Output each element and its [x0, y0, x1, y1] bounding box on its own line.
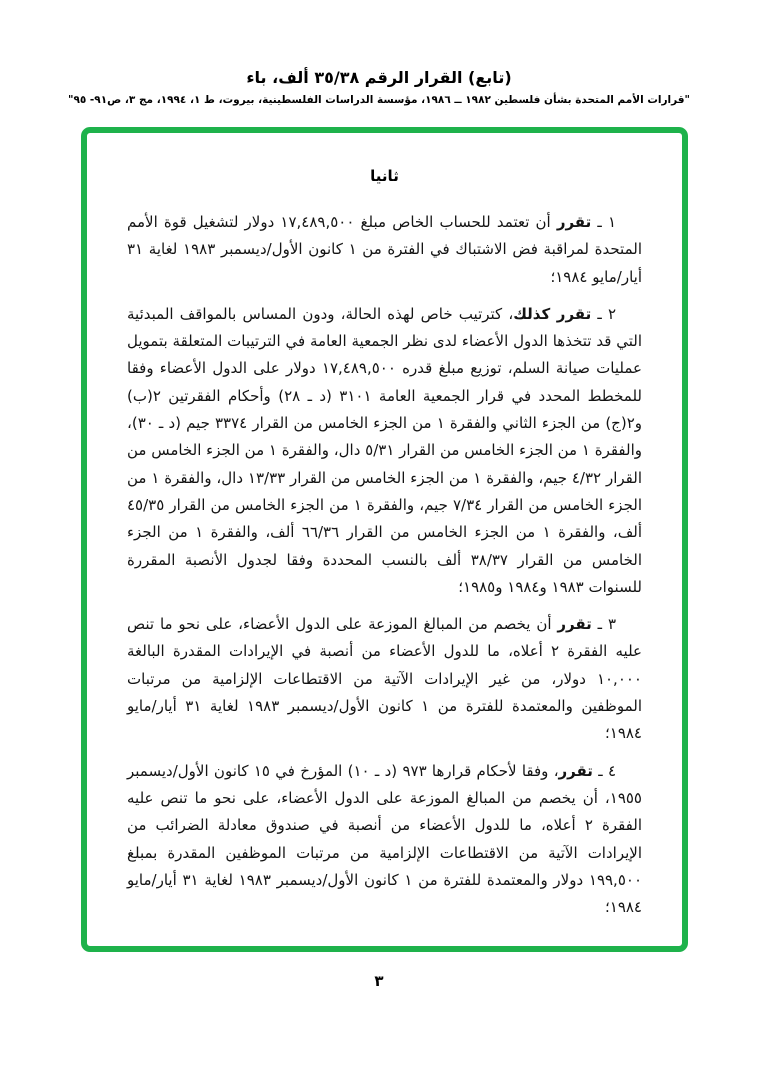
paragraph-4-number: ٤ ـ — [592, 761, 616, 780]
paragraph-3-text: أن يخصم من المبالغ الموزعة على الدول الأعضاء، على نحو ما تنص عليه الفقرة ٢ أعلاه، ما للدول الأعضاء من أنصبة في الإيرادات المقدرة البالغة ١٠,٠٠٠ دولار، من غير الإيرادات الآتية من الاقتطاعات الإلزامية من مرتبات الموظفين والمعتمدة للفترة من ١ كانون الأول/ديسمبر ١٩٨٣ لغاية ٣١ أيار/مايو ١٩٨٤؛ — [127, 615, 643, 743]
paragraph-2 — [127, 301, 642, 601]
decision-frame — [81, 127, 688, 952]
paragraph-3-lead: تقرر — [557, 615, 592, 634]
paragraph-1 — [127, 209, 642, 291]
paragraph-1-lead: تقرر — [556, 213, 592, 231]
paragraph-1-text: أن تعتمد للحساب الخاص مبلغ ١٧,٤٨٩,٥٠٠ دولار لتشغيل قوة الأمم المتحدة لمراقبة فض الاشتباك في الفترة من ١ كانون الأول/ديسمبر ١٩٨٣ لغاية ٣١ أيار/مايو ١٩٨٤؛ — [127, 213, 642, 286]
resolution-title: (تابع) القرار الرقم ٣٥/٣٨ ألف، باء — [246, 68, 512, 87]
source-citation: "قرارات الأمم المتحدة بشأن فلسطين ١٩٨٢ ــ ١٩٨٦، مؤسسة الدراسات الفلسطينية، بيروت، ط ١، ١٩٩٤، مج ٣، ص٩١- ٩٥" — [67, 94, 691, 106]
section-heading: ثانيا — [370, 167, 399, 185]
paragraph-3 — [127, 611, 642, 747]
paragraph-1-number: ١ ـ — [591, 213, 616, 231]
paragraph-2-number: ٢ ـ — [591, 304, 617, 323]
paragraph-2-text: ، كترتيب خاص لهذه الحالة، ودون المساس بالمواقف المبدئية التي قد تتخذها الدول الأعضاء لدى نظر الجمعية العامة في الترتيبات المتعلقة بتمويل عمليات صيانة السلم، توزيع مبلغ قدره ١٧,٤٨٩,٥٠٠ دولار على الدول الأعضاء وفقا للمخطط المحدد في قرار الجمعية العامة ٣١٠١ (د ـ ٢٨) وأحكام الفقرتين ٢(ب) و٢(ج) من الجزء الثاني والفقرة ١ من الجزء الخامس من القرار ٣٣٧٤ جيم (د ـ ٣٠)، والفقرة ١ من الجزء الخامس من القرار ٥/٣١ دال، والفقرة ١ من الجزء الخامس من القرار ٤/٣٢ جيم، والفقرة ١ من الجزء الخامس من القرار ١٣/٣٣ دال، والفقرة ١ من الجزء الخامس من القرار ٧/٣٤ جيم، والفقرة ١ من الجزء الخامس من القرار ٤٥/٣٥ ألف، والفقرة ١ من الجزء الخامس من القرار ٦٦/٣٦ ألف، والفقرة ١ من الجزء الخامس من القرار ٣٨/٣٧ ألف بالنسب المحددة وفقا لجدول الأنصبة المقررة للسنوات ١٩٨٣ و١٩٨٤ و١٩٨٥؛ — [127, 304, 643, 596]
paragraph-4-text: ، وفقا لأحكام قرارها ٩٧٣ (د ـ ١٠) المؤرخ في ١٥ كانون الأول/ديسمبر ١٩٥٥، أن يخصم من المبالغ الموزعة على الدول الأعضاء، على نحو ما تنص عليه الفقرة ٢ أعلاه، ما للدول الأعضاء من أنصبة في صندوق معادلة الضرائب من الإيرادات الآتية من الاقتطاعات الإلزامية من مرتبات الموظفين المقدرة بمبلغ ١٩٩,٥٠٠ دولار والمعتمدة للفترة من ١ كانون الأول/ديسمبر ١٩٨٣ لغاية ٣١ أيار/مايو ١٩٨٤؛ — [127, 761, 642, 917]
page-header — [0, 0, 758, 106]
paragraph-4 — [127, 758, 642, 922]
paragraph-2-lead: تقرر كذلك — [513, 304, 592, 323]
paragraph-3-number: ٣ ـ — [591, 615, 616, 634]
page-number: ٣ — [374, 972, 384, 990]
paragraph-4-lead: تقرر — [558, 761, 593, 780]
